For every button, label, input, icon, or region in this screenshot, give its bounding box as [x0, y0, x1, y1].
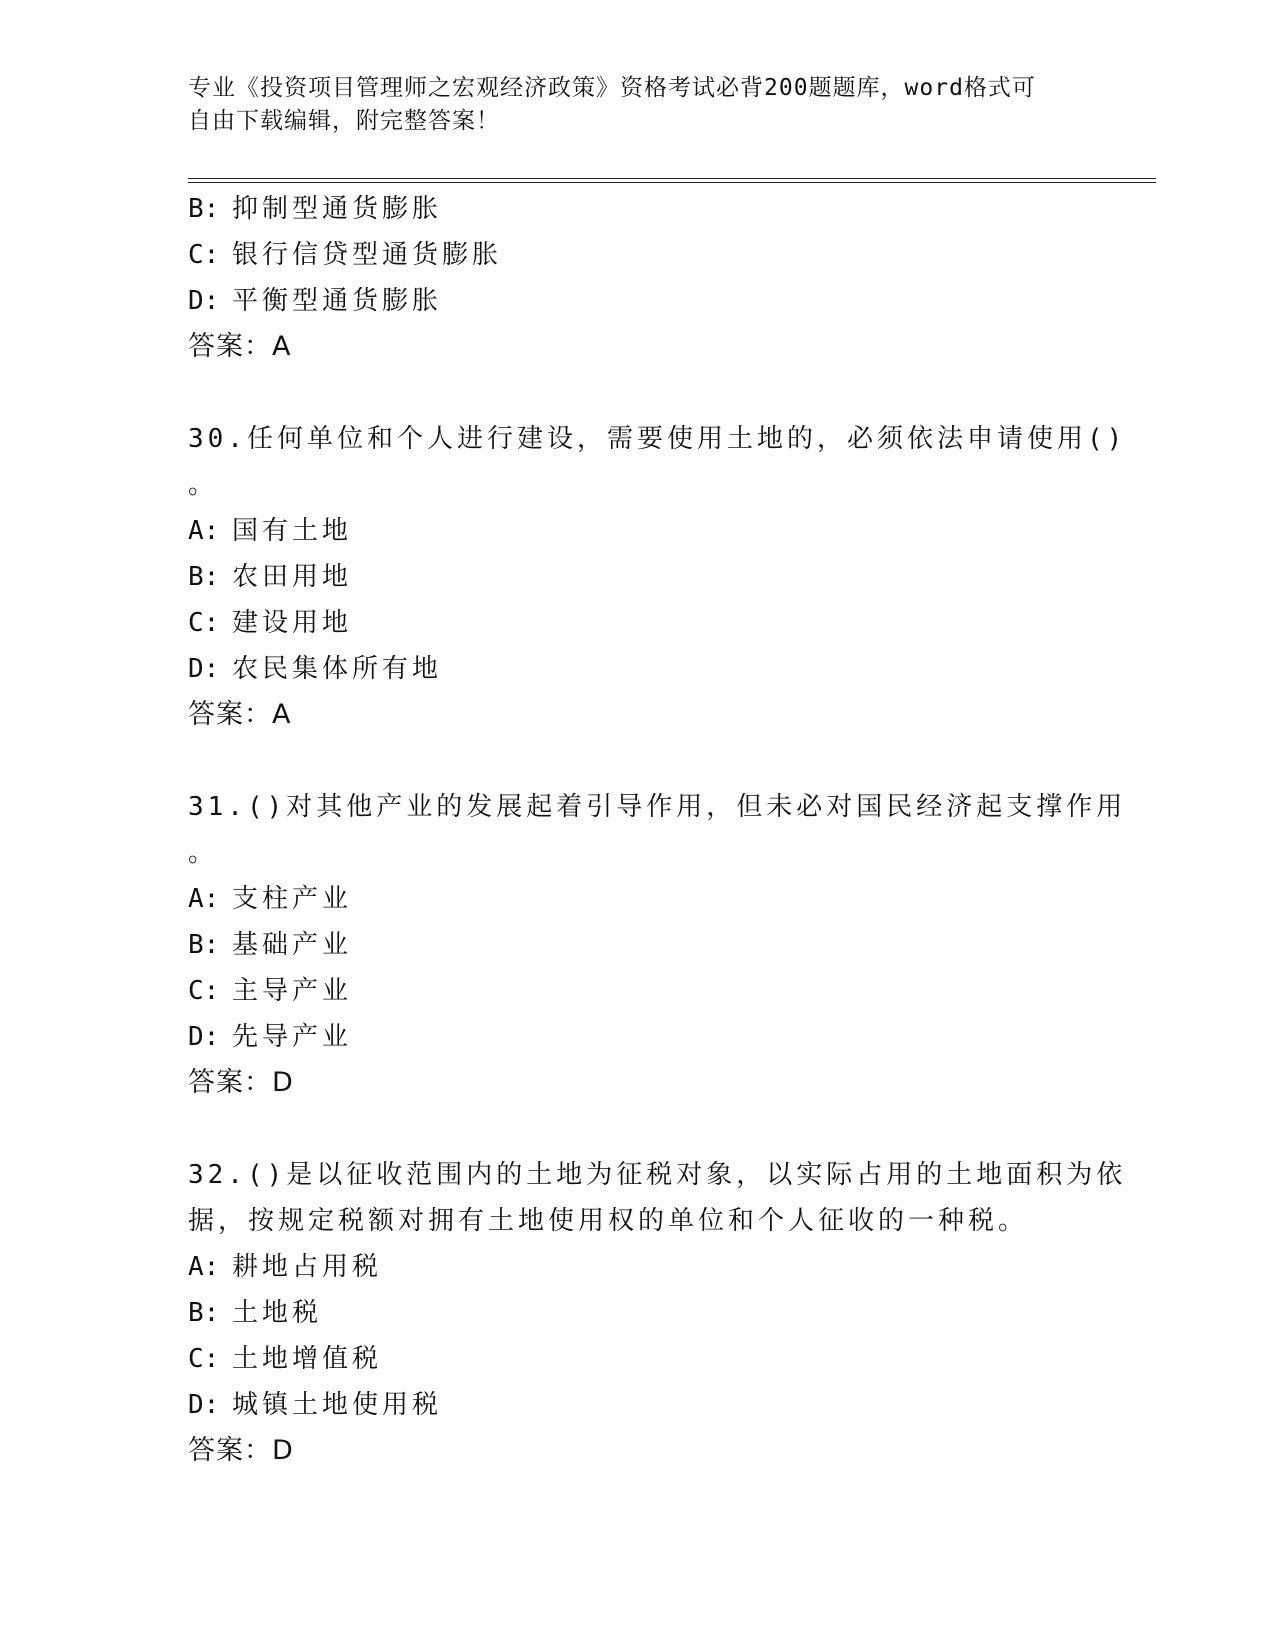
answer-line: 答案：A [188, 331, 292, 362]
option-text: 先导产业 [232, 1022, 353, 1052]
option-label: B: [188, 194, 220, 224]
answer-line: 答案：A [188, 699, 292, 730]
option-c [188, 232, 1088, 278]
question-stem: 31.()对其他产业的发展起着引导作用，但未必对国民经济起支撑作用 [188, 792, 1127, 822]
option-d [188, 278, 1088, 324]
question-block-30 [188, 416, 1127, 738]
option-label: B: [188, 930, 220, 960]
option-label: C: [188, 608, 220, 638]
spacer [188, 738, 1088, 784]
header-divider [188, 178, 1156, 179]
option-c [188, 968, 1088, 1014]
question-list [188, 186, 1127, 1474]
spacer [188, 370, 1088, 416]
option-label: D: [188, 654, 220, 684]
option-text: 农田用地 [232, 562, 353, 592]
option-text: 主导产业 [232, 976, 353, 1006]
header-divider-secondary [188, 182, 1156, 183]
option-label: A: [188, 516, 220, 546]
option-label: C: [188, 240, 220, 270]
option-label: A: [188, 1252, 220, 1282]
option-label: A: [188, 884, 220, 914]
question-stem-continuation: 。 [188, 470, 219, 500]
answer-line: 答案：D [188, 1067, 294, 1098]
header-line-1: 专业《投资项目管理师之宏观经济政策》资格考试必背200题题库，word格式可 [188, 75, 1036, 101]
option-a [188, 876, 1088, 922]
option-text: 支柱产业 [232, 884, 353, 914]
option-text: 平衡型通货膨胀 [232, 286, 443, 316]
option-text: 基础产业 [232, 930, 353, 960]
question-stem-continuation: 。 [188, 838, 219, 868]
option-text: 银行信贷型通货膨胀 [232, 240, 503, 270]
option-text: 抑制型通货膨胀 [232, 194, 443, 224]
option-d [188, 1382, 1088, 1428]
option-b [188, 554, 1088, 600]
option-label: D: [188, 286, 220, 316]
option-text: 城镇土地使用税 [232, 1390, 443, 1420]
question-stem: 32.()是以征收范围内的土地为征税对象，以实际占用的土地面积为依 [188, 1160, 1127, 1190]
answer-line: 答案：D [188, 1435, 294, 1466]
option-b [188, 1290, 1088, 1336]
option-text: 耕地占用税 [232, 1252, 383, 1282]
option-label: C: [188, 976, 220, 1006]
option-label: C: [188, 1344, 220, 1374]
option-text: 农民集体所有地 [232, 654, 443, 684]
spacer [188, 1106, 1088, 1152]
option-text: 土地税 [232, 1298, 323, 1328]
question-stem: 30.任何单位和个人进行建设，需要使用土地的，必须依法申请使用() [188, 424, 1127, 454]
option-text: 国有土地 [232, 516, 353, 546]
option-d [188, 646, 1088, 692]
question-stem-continuation: 据，按规定税额对拥有土地使用权的单位和个人征收的一种税。 [188, 1206, 1029, 1236]
option-c [188, 1336, 1088, 1382]
question-block-previous [188, 186, 1088, 370]
option-text: 建设用地 [232, 608, 353, 638]
option-a [188, 508, 1088, 554]
question-block-31 [188, 784, 1127, 1106]
option-label: D: [188, 1022, 220, 1052]
header-line-2: 自由下载编辑，附完整答案！ [188, 108, 500, 134]
option-b [188, 922, 1088, 968]
option-c [188, 600, 1088, 646]
option-d [188, 1014, 1088, 1060]
question-block-32 [188, 1152, 1127, 1474]
option-label: B: [188, 562, 220, 592]
option-b [188, 186, 1088, 232]
option-a [188, 1244, 1088, 1290]
document-header [188, 72, 1068, 138]
option-label: D: [188, 1390, 220, 1420]
option-text: 土地增值税 [232, 1344, 383, 1374]
option-label: B: [188, 1298, 220, 1328]
